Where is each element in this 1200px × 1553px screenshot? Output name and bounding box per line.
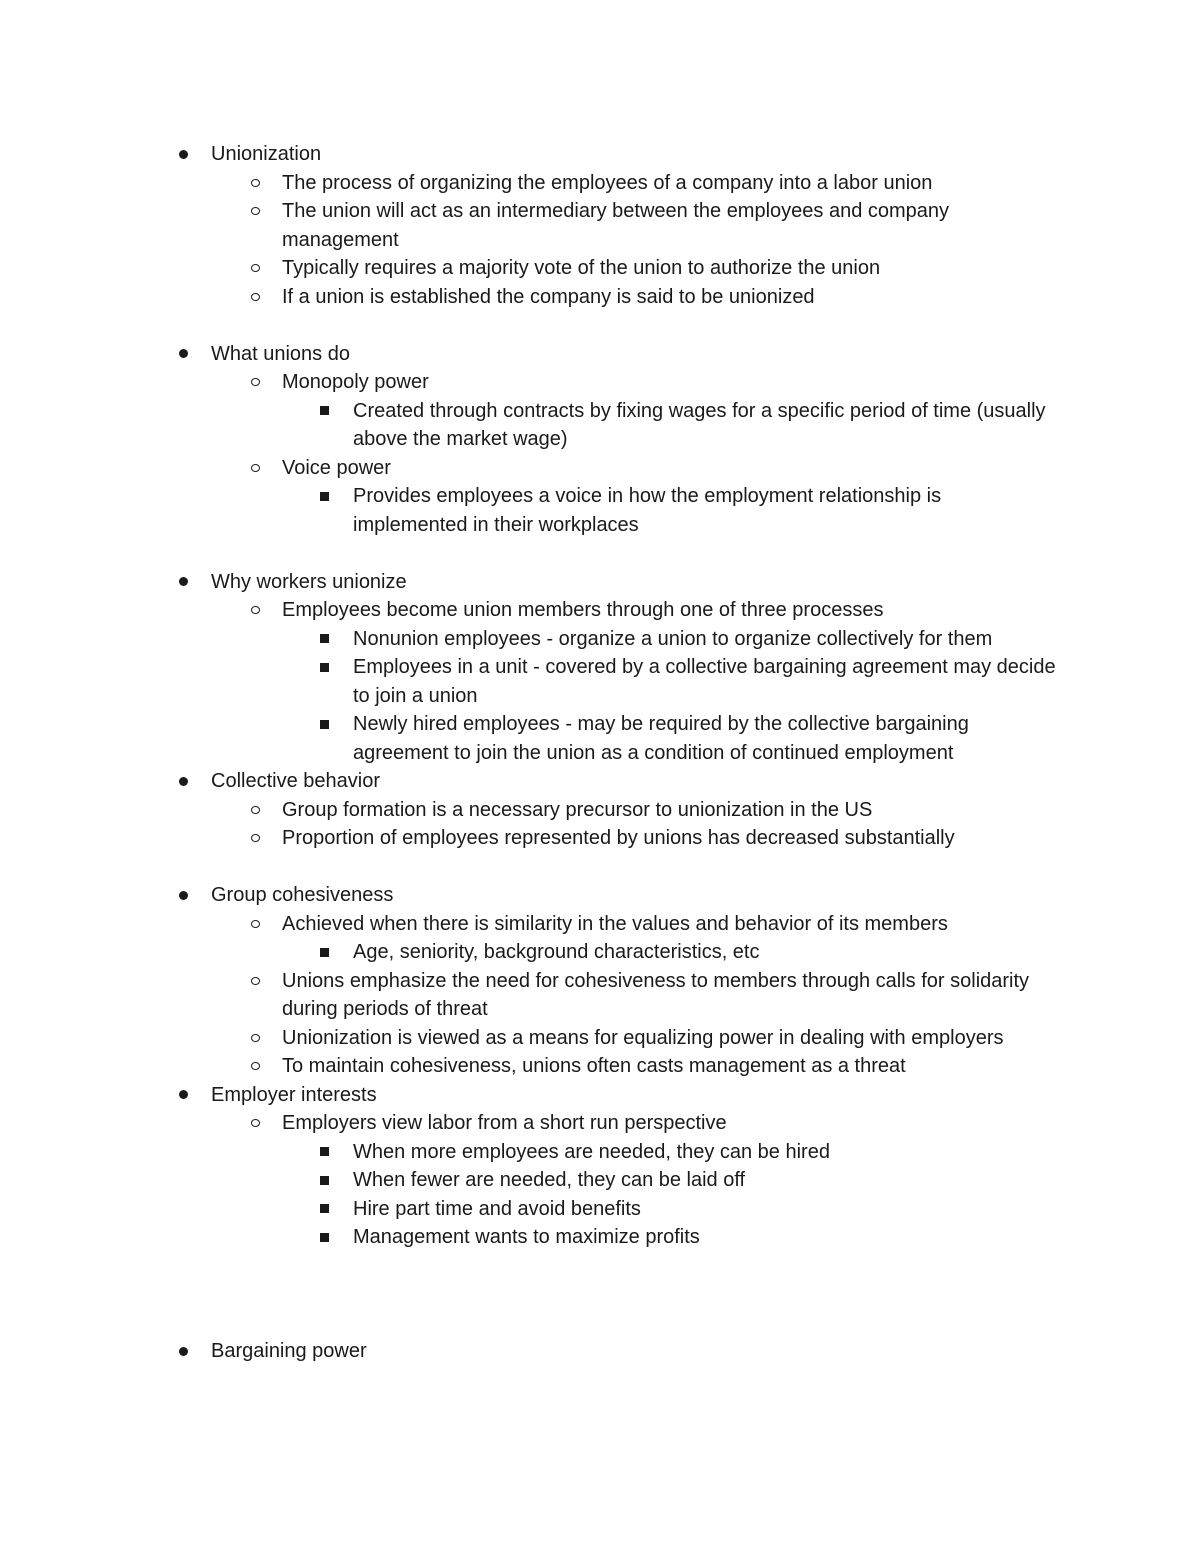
outline-item-text: Group formation is a necessary precursor to unionization in the US bbox=[282, 798, 873, 821]
filled-circle-bullet-icon-shape bbox=[179, 891, 188, 900]
outline-item-text: Hire part time and avoid benefits bbox=[353, 1197, 641, 1220]
outline-item-text: Employees become union members through one of three processes bbox=[282, 599, 884, 621]
filled-square-bullet-icon-shape bbox=[320, 1147, 329, 1156]
filled-circle-bullet-icon bbox=[176, 340, 190, 369]
outline-item-text: Group cohesiveness bbox=[211, 884, 394, 906]
hollow-circle-bullet-icon bbox=[248, 796, 262, 825]
hollow-circle-bullet-icon-shape bbox=[251, 1062, 260, 1070]
outline-subitem bbox=[0, 967, 1200, 1024]
hollow-circle-bullet-icon bbox=[248, 596, 262, 625]
outline-subitem bbox=[0, 254, 1200, 283]
outline-item-text: Monopoly power bbox=[282, 371, 429, 393]
outline-subitem bbox=[0, 1024, 1200, 1053]
hollow-circle-bullet-icon bbox=[248, 169, 262, 198]
filled-square-bullet-icon bbox=[317, 1166, 331, 1195]
outline-item-text: Management wants to maximize profits bbox=[353, 1226, 700, 1248]
outline-heading-item bbox=[0, 340, 1200, 369]
outline-subitem bbox=[0, 1052, 1200, 1081]
outline-subsubitem bbox=[0, 397, 1200, 454]
outline-subitem bbox=[0, 824, 1200, 853]
hollow-circle-bullet-icon-shape bbox=[251, 1034, 260, 1042]
filled-circle-bullet-icon bbox=[176, 140, 190, 169]
hollow-circle-bullet-icon bbox=[248, 824, 262, 853]
filled-circle-bullet-icon-shape bbox=[179, 1347, 188, 1356]
outline-subsubitem bbox=[0, 710, 1200, 767]
hollow-circle-bullet-icon bbox=[248, 283, 262, 312]
filled-square-bullet-icon-shape bbox=[320, 1204, 329, 1213]
filled-square-bullet-icon bbox=[317, 938, 331, 967]
outline-subsubitem bbox=[0, 482, 1200, 539]
outline-heading-item bbox=[0, 881, 1200, 910]
hollow-circle-bullet-icon-shape bbox=[251, 293, 260, 301]
bullet-outline bbox=[0, 140, 1200, 1366]
hollow-circle-bullet-icon-shape bbox=[251, 806, 260, 814]
hollow-circle-bullet-icon-shape bbox=[251, 378, 260, 386]
hollow-circle-bullet-icon-shape bbox=[251, 920, 260, 928]
hollow-circle-bullet-icon bbox=[248, 454, 262, 483]
filled-square-bullet-icon-shape bbox=[320, 663, 329, 672]
outline-subitem bbox=[0, 283, 1200, 312]
outline-item-text: Unionization bbox=[211, 143, 322, 165]
hollow-circle-bullet-icon bbox=[248, 1024, 262, 1053]
hollow-circle-bullet-icon bbox=[248, 1109, 262, 1138]
outline-item-text: Achieved when there is similarity in the values and behavior of its members bbox=[282, 912, 948, 935]
outline-item-text: Provides employees a voice in how the employment relationship is implemented in their workplaces bbox=[353, 485, 942, 536]
outline-subsubitem bbox=[0, 625, 1200, 654]
filled-circle-bullet-icon-shape bbox=[179, 777, 188, 786]
outline-heading-item bbox=[0, 1337, 1200, 1366]
outline-item-text: Proportion of employees represented by unions has decreased substantially bbox=[282, 827, 955, 849]
outline-subsubitem bbox=[0, 938, 1200, 967]
filled-circle-bullet-icon bbox=[176, 767, 190, 796]
filled-circle-bullet-icon bbox=[176, 1081, 190, 1110]
hollow-circle-bullet-icon-shape bbox=[251, 834, 260, 842]
outline-item-text: The process of organizing the employees of a company into a labor union bbox=[282, 171, 933, 194]
outline-subsubitem bbox=[0, 1195, 1200, 1224]
filled-square-bullet-icon bbox=[317, 653, 331, 682]
outline-item-text: Created through contracts by fixing wages for a specific period of time (usually above the market wage) bbox=[353, 399, 1046, 450]
hollow-circle-bullet-icon bbox=[248, 254, 262, 283]
outline-item-text: Why workers unionize bbox=[211, 570, 407, 593]
outline-heading-item bbox=[0, 767, 1200, 796]
outline-item-text: What unions do bbox=[211, 342, 350, 365]
filled-square-bullet-icon bbox=[317, 625, 331, 654]
outline-subitem bbox=[0, 910, 1200, 939]
outline-item-text: If a union is established the company is said to be unionized bbox=[282, 285, 815, 308]
hollow-circle-bullet-icon bbox=[248, 910, 262, 939]
outline-subitem bbox=[0, 796, 1200, 825]
filled-square-bullet-icon-shape bbox=[320, 406, 329, 415]
filled-circle-bullet-icon-shape bbox=[179, 150, 188, 159]
hollow-circle-bullet-icon-shape bbox=[251, 606, 260, 614]
filled-square-bullet-icon bbox=[317, 1195, 331, 1224]
outline-item-text: When more employees are needed, they can be hired bbox=[353, 1140, 830, 1163]
filled-square-bullet-icon-shape bbox=[320, 492, 329, 501]
hollow-circle-bullet-icon-shape bbox=[251, 264, 260, 272]
filled-circle-bullet-icon bbox=[176, 1337, 190, 1366]
outline-item-text: Typically requires a majority vote of the union to authorize the union bbox=[282, 257, 881, 279]
outline-item-text: Employer interests bbox=[211, 1083, 377, 1106]
outline-item-text: Voice power bbox=[282, 456, 391, 479]
filled-square-bullet-icon bbox=[317, 1138, 331, 1167]
filled-square-bullet-icon bbox=[317, 482, 331, 511]
filled-square-bullet-icon bbox=[317, 1223, 331, 1252]
filled-square-bullet-icon-shape bbox=[320, 634, 329, 643]
outline-item-text: Collective behavior bbox=[211, 770, 380, 792]
outline-subsubitem bbox=[0, 1223, 1200, 1252]
hollow-circle-bullet-icon bbox=[248, 1052, 262, 1081]
filled-circle-bullet-icon-shape bbox=[179, 349, 188, 358]
outline-subsubitem bbox=[0, 1166, 1200, 1195]
filled-circle-bullet-icon-shape bbox=[179, 1090, 188, 1099]
hollow-circle-bullet-icon bbox=[248, 368, 262, 397]
hollow-circle-bullet-icon bbox=[248, 967, 262, 996]
outline-subitem bbox=[0, 197, 1200, 254]
filled-circle-bullet-icon-shape bbox=[179, 577, 188, 586]
outline-item-text: To maintain cohesiveness, unions often casts management as a threat bbox=[282, 1055, 906, 1077]
outline-item-text: Nonunion employees - organize a union to organize collectively for them bbox=[353, 627, 993, 650]
outline-subitem bbox=[0, 368, 1200, 397]
outline-subitem bbox=[0, 454, 1200, 483]
outline-item-text: Employees in a unit - covered by a collective bargaining agreement may decide to join a union bbox=[353, 656, 1056, 707]
outline-heading-item bbox=[0, 1081, 1200, 1110]
outline-item-text: Bargaining power bbox=[211, 1340, 367, 1362]
outline-heading-item bbox=[0, 140, 1200, 169]
outline-item-text: The union will act as an intermediary between the employees and company management bbox=[282, 200, 950, 251]
document-page bbox=[0, 140, 1200, 1366]
filled-square-bullet-icon bbox=[317, 397, 331, 426]
outline-item-text: Unionization is viewed as a means for equalizing power in dealing with employers bbox=[282, 1026, 1004, 1049]
filled-circle-bullet-icon bbox=[176, 881, 190, 910]
outline-item-text: When fewer are needed, they can be laid off bbox=[353, 1169, 746, 1191]
filled-square-bullet-icon bbox=[317, 710, 331, 739]
hollow-circle-bullet-icon-shape bbox=[251, 1119, 260, 1127]
filled-square-bullet-icon-shape bbox=[320, 720, 329, 729]
outline-item-text: Newly hired employees - may be required by the collective bargaining agreement to join the union as a condition of continued employment bbox=[353, 713, 969, 764]
filled-square-bullet-icon-shape bbox=[320, 948, 329, 957]
filled-square-bullet-icon-shape bbox=[320, 1233, 329, 1242]
hollow-circle-bullet-icon-shape bbox=[251, 179, 260, 187]
outline-item-text: Employers view labor from a short run perspective bbox=[282, 1112, 727, 1134]
hollow-circle-bullet-icon-shape bbox=[251, 207, 260, 215]
outline-subitem bbox=[0, 169, 1200, 198]
hollow-circle-bullet-icon-shape bbox=[251, 977, 260, 985]
filled-circle-bullet-icon bbox=[176, 568, 190, 597]
outline-subsubitem bbox=[0, 653, 1200, 710]
outline-subsubitem bbox=[0, 1138, 1200, 1167]
hollow-circle-bullet-icon bbox=[248, 197, 262, 226]
hollow-circle-bullet-icon-shape bbox=[251, 464, 260, 472]
outline-heading-item bbox=[0, 568, 1200, 597]
outline-item-text: Age, seniority, background characteristics, etc bbox=[353, 941, 760, 963]
outline-subitem bbox=[0, 596, 1200, 625]
filled-square-bullet-icon-shape bbox=[320, 1176, 329, 1185]
outline-subitem bbox=[0, 1109, 1200, 1138]
outline-item-text: Unions emphasize the need for cohesiveness to members through calls for solidarity during periods of threat bbox=[282, 969, 1030, 1020]
